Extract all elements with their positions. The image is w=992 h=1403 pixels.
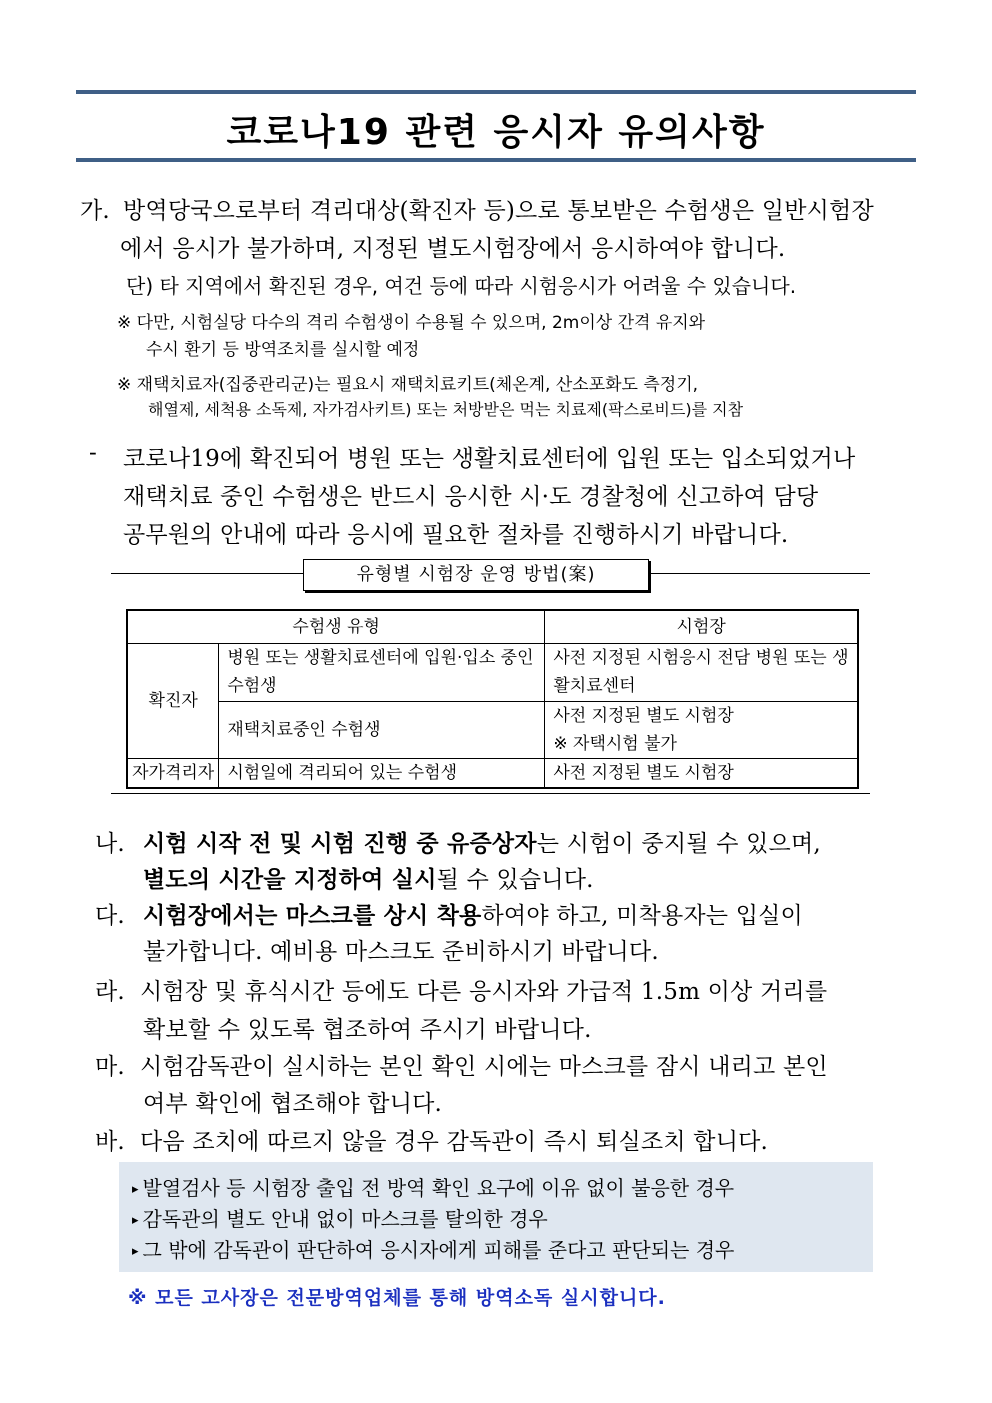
caption-rule-left	[111, 573, 303, 574]
final-note: ※ 모든 고사장은 전문방역업체를 통해 방역소독 실시합니다.	[128, 1287, 666, 1309]
section-da-line2: 불가합니다. 예비용 마스크도 준비하시기 바랍니다.	[143, 939, 659, 965]
section-na-bold1: 시험 시작 전 및 시험 진행 중 유증상자	[143, 830, 537, 857]
table-bottom-rule	[111, 793, 870, 794]
section-ga-note1-line1: ※ 다만, 시험실당 다수의 격리 수험생이 수용될 수 있으며, 2m이상 간격 유지와	[117, 313, 706, 333]
section-na-line2	[143, 861, 594, 894]
section-na-line1	[143, 825, 821, 858]
table-row	[127, 701, 858, 758]
section-ga-line3: 단) 타 지역에서 확진된 경우, 여건 등에 따라 시험응시가 어려울 수 있습니다.	[126, 274, 797, 298]
section-ga-note2-line1: ※ 재택치료자(집중관리군)는 필요시 재택치료키트(체온계, 산소포화도 측정기,	[117, 375, 699, 395]
dash-line1: 코로나19에 확진되어 병원 또는 생활치료센터에 입원 또는 입소되었거나	[123, 446, 856, 472]
section-ga-line2: 에서 응시가 불가하며, 지정된 별도시험장에서 응시하여야 합니다.	[120, 236, 786, 262]
section-na-text1: 는 시험이 중지될 수 있으며,	[536, 831, 821, 857]
section-ga-marker: 가.	[80, 198, 110, 224]
section-ma-line2: 여부 확인에 협조해야 합니다.	[143, 1091, 443, 1117]
triangle-bullet-icon: ▸	[132, 1213, 139, 1228]
row2-type: 재택치료중인 수험생	[219, 701, 545, 758]
triangle-bullet-icon: ▸	[132, 1182, 139, 1197]
section-ga-line1: 방역당국으로부터 격리대상(확진자 등)으로 통보받은 수험생은 일반시험장	[123, 198, 874, 224]
row2-site	[545, 701, 858, 758]
notice-item-text: 발열검사 등 시험장 출입 전 방역 확인 요구에 이유 없이 불응한 경우	[142, 1176, 735, 1200]
section-na-marker: 나.	[95, 831, 125, 857]
row2-site-line2: ※ 자택시험 불가	[553, 733, 677, 754]
dash-line3: 공무원의 안내에 따라 응시에 필요한 절차를 진행하시기 바랍니다.	[123, 522, 789, 548]
section-na-bold2: 별도의 시간을 지정하여 실시	[143, 866, 437, 893]
section-da-line1	[143, 897, 803, 930]
row3-site: 사전 지정된 별도 시험장	[545, 758, 858, 788]
section-da-bold1: 시험장에서는 마스크를 상시 착용	[143, 902, 482, 929]
list-item	[132, 1203, 548, 1232]
section-ma-marker: 마.	[95, 1054, 125, 1080]
table-row	[127, 758, 858, 788]
section-ga-note1-line2: 수시 환기 등 방역조치를 실시할 예정	[146, 340, 420, 360]
section-na-text2: 될 수 있습니다.	[436, 867, 594, 893]
group-confirmed: 확진자	[127, 643, 219, 758]
row3-type: 시험일에 격리되어 있는 수험생	[219, 758, 545, 788]
section-ga-note2-line2: 해열제, 세척용 소독제, 자가검사키트) 또는 처방받은 먹는 치료제(팍스로비드)를 지참	[148, 400, 744, 419]
section-ba-marker: 바.	[95, 1129, 125, 1155]
section-da-marker: 다.	[95, 903, 125, 929]
dash-marker: -	[89, 440, 97, 466]
section-da-text1: 하여야 하고, 미착용자는 입실이	[481, 903, 803, 929]
row1-type: 병원 또는 생활치료센터에 입원·입소 중인 수험생	[219, 643, 545, 701]
notice-item-text: 감독관의 별도 안내 없이 마스크를 탈의한 경우	[142, 1207, 548, 1231]
operations-table	[126, 609, 859, 789]
caption-rule-right	[649, 573, 870, 574]
notice-item-text: 그 밖에 감독관이 판단하여 응시자에게 피해를 준다고 판단되는 경우	[142, 1238, 735, 1262]
title-block	[76, 90, 916, 162]
table-row	[127, 643, 858, 701]
title-rule-top	[76, 90, 916, 94]
section-ra-marker: 라.	[95, 979, 125, 1005]
table-header-row	[127, 610, 858, 643]
row1-site: 사전 지정된 시험응시 전담 병원 또는 생활치료센터	[545, 643, 858, 701]
page-title: 코로나19 관련 응시자 유의사항	[226, 112, 766, 153]
group-self-isolation: 자가격리자	[127, 758, 219, 788]
header-type: 수험생 유형	[127, 610, 545, 643]
table-caption: 유형별 시험장 운영 방법(案)	[303, 559, 649, 591]
title-rule-bottom	[76, 158, 916, 162]
list-item	[132, 1172, 734, 1201]
section-ba-line1: 다음 조치에 따르지 않을 경우 감독관이 즉시 퇴실조치 합니다.	[140, 1129, 769, 1155]
triangle-bullet-icon: ▸	[132, 1244, 139, 1259]
list-item	[132, 1234, 734, 1263]
row2-site-line1: 사전 지정된 별도 시험장	[553, 705, 734, 726]
section-ra-line2: 확보할 수 있도록 협조하여 주시기 바랍니다.	[143, 1017, 592, 1043]
section-ra-line1: 시험장 및 휴식시간 등에도 다른 응시자와 가급적 1.5m 이상 거리를	[140, 979, 828, 1005]
header-site: 시험장	[545, 610, 858, 643]
section-ma-line1: 시험감독관이 실시하는 본인 확인 시에는 마스크를 잠시 내리고 본인	[140, 1054, 828, 1080]
dash-line2: 재택치료 중인 수험생은 반드시 응시한 시·도 경찰청에 신고하여 담당	[123, 484, 819, 510]
